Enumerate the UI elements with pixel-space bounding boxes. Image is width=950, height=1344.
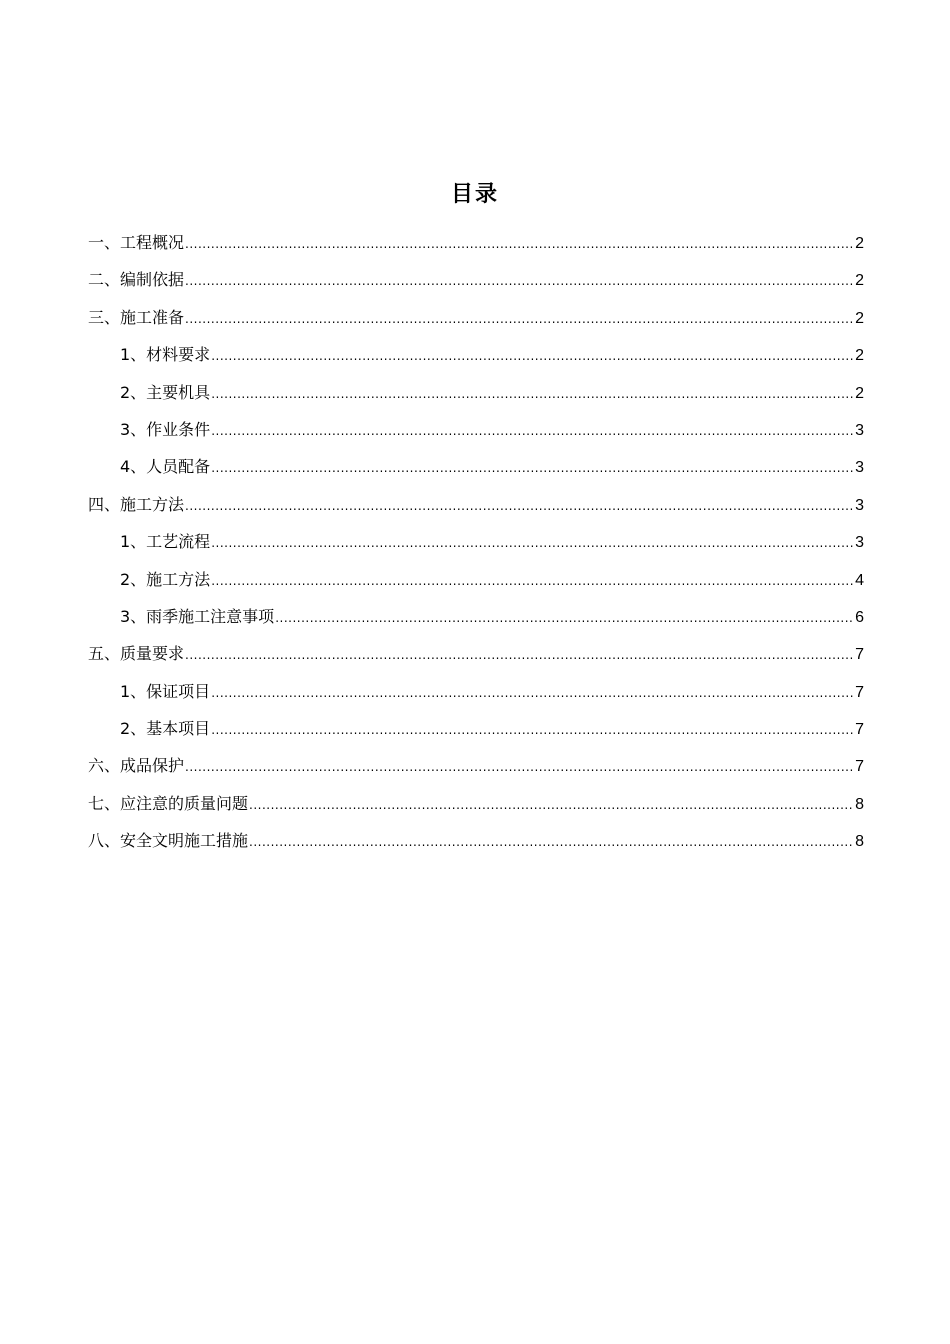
toc-subentry[interactable] <box>88 336 864 373</box>
toc-entry-label: 2、施工方法 <box>120 569 211 589</box>
toc-entry-page: 2 <box>855 272 864 290</box>
toc-dot-leader <box>211 376 854 413</box>
toc-entry-page: 8 <box>855 833 864 851</box>
toc-entry[interactable] <box>88 224 864 261</box>
toc-dot-leader <box>185 301 854 338</box>
toc-entry-label: 3、作业条件 <box>120 419 211 439</box>
toc-entry-label: 4、人员配备 <box>120 457 211 477</box>
toc-entry-label: 三、施工准备 <box>88 307 185 327</box>
toc-dot-leader <box>185 263 854 300</box>
toc-entry-page: 2 <box>855 347 864 365</box>
toc-entry[interactable] <box>88 299 864 336</box>
toc-entry[interactable] <box>88 785 864 822</box>
toc-entry-page: 4 <box>855 571 864 589</box>
toc-entry[interactable] <box>88 261 864 298</box>
toc-dot-leader <box>185 226 854 263</box>
toc-entry-label: 八、安全文明施工措施 <box>88 831 249 851</box>
toc-dot-leader <box>211 338 854 375</box>
toc-dot-leader <box>249 824 854 861</box>
toc-dot-leader <box>249 787 854 824</box>
toc-entry-page: 2 <box>855 235 864 252</box>
toc-entry[interactable] <box>88 747 864 784</box>
toc-dot-leader <box>211 450 854 487</box>
toc-dot-leader <box>211 712 854 749</box>
toc-dot-leader <box>275 600 854 637</box>
toc-dot-leader <box>211 413 854 450</box>
toc-entry-label: 二、编制依据 <box>88 270 185 290</box>
toc-subentry[interactable] <box>88 561 864 598</box>
toc-entry[interactable] <box>88 822 864 859</box>
toc-dot-leader <box>211 563 854 600</box>
toc-entry-label: 四、施工方法 <box>88 494 185 514</box>
toc-subentry[interactable] <box>88 374 864 411</box>
toc-entry-page: 7 <box>855 758 864 776</box>
toc-subentry[interactable] <box>88 673 864 710</box>
toc-entry-page: 2 <box>855 384 864 402</box>
toc-entry-label: 1、材料要求 <box>120 345 211 365</box>
toc-dot-leader <box>185 749 854 786</box>
toc-entry-label: 2、主要机具 <box>120 382 211 402</box>
toc-entry-page: 7 <box>855 721 864 739</box>
toc-entry-label: 六、成品保护 <box>88 756 185 776</box>
toc-dot-leader <box>185 488 854 525</box>
toc-entry-label: 五、质量要求 <box>88 644 185 664</box>
toc-entry-page: 3 <box>855 534 864 552</box>
toc-entry-label: 七、应注意的质量问题 <box>88 793 249 813</box>
toc-dot-leader <box>211 675 854 712</box>
toc-dot-leader <box>211 525 854 562</box>
toc-list <box>88 224 864 860</box>
toc-entry-label: 2、基本项目 <box>120 719 211 739</box>
toc-subentry[interactable] <box>88 411 864 448</box>
toc-entry-label: 一、工程概况 <box>88 233 185 252</box>
toc-entry-page: 7 <box>855 646 864 664</box>
toc-entry-label: 3、雨季施工注意事项 <box>120 606 275 626</box>
toc-entry-page: 2 <box>855 309 864 327</box>
toc-subentry[interactable] <box>88 523 864 560</box>
toc-entry-page: 6 <box>855 608 864 626</box>
toc-entry-label: 1、工艺流程 <box>120 532 211 552</box>
toc-entry-page: 8 <box>855 795 864 813</box>
toc-entry-page: 7 <box>855 683 864 701</box>
toc-entry-page: 3 <box>855 459 864 477</box>
toc-title: 目录 <box>450 182 499 207</box>
toc-entry[interactable] <box>88 486 864 523</box>
toc-subentry[interactable] <box>88 710 864 747</box>
toc-entry[interactable] <box>88 635 864 672</box>
toc-dot-leader <box>185 637 854 674</box>
toc-subentry[interactable] <box>88 598 864 635</box>
toc-subentry[interactable] <box>88 448 864 485</box>
toc-entry-page: 3 <box>855 496 864 514</box>
toc-entry-label: 1、保证项目 <box>120 681 211 701</box>
toc-entry-page: 3 <box>855 421 864 439</box>
